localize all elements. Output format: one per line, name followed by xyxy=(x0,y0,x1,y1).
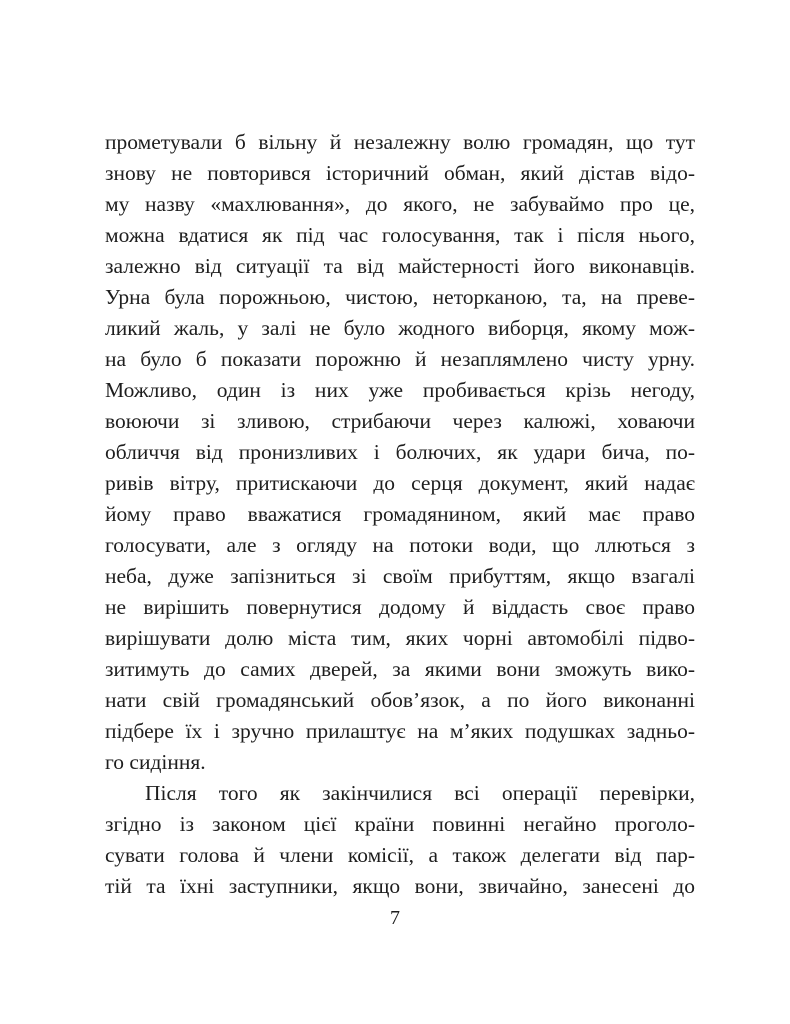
text-line: тій та їхні заступники, якщо вони, звичайно, занесені до xyxy=(105,874,695,898)
text-line: вирішувати долю міста тим, яких чорні автомобілі підво- xyxy=(105,626,695,650)
text-line: сувати голова й члени комісії, а також делегати від пар- xyxy=(105,843,695,867)
text-line: залежно від ситуації та від майстерності його виконавців. xyxy=(105,254,695,278)
text-line: голосувати, але з огляду на потоки води, що ллються з xyxy=(105,533,695,557)
text-line: знову не повторився історичний обман, який дістав відо- xyxy=(105,161,695,185)
text-line: згідно із законом цієї країни повинні негайно проголо- xyxy=(105,812,695,836)
text-line: на було б показати порожню й незаплямлено чисту урну. xyxy=(105,347,695,371)
text-line: можна вдатися як під час голосування, так і після нього, xyxy=(105,223,695,247)
text-line: Урна була порожньою, чистою, неторканою, та, на преве- xyxy=(105,285,695,309)
text-line: ликий жаль, у залі не було жодного виборця, якому мож- xyxy=(105,316,695,340)
text-line: воюючи зі зливою, стрибаючи через калюжі, ховаючи xyxy=(105,409,695,433)
text-line: підбере їх і зручно прилаштує на м’яких подушках задньо- xyxy=(105,719,695,743)
text-line: му назву «махлювання», до якого, не забуваймо про це, xyxy=(105,192,695,216)
text-line: не вирішить повернутися додому й віддасть своє право xyxy=(105,595,695,619)
text-line: го сидіння. xyxy=(105,750,206,774)
text-line: ривів вітру, притискаючи до серця документ, який надає xyxy=(105,471,695,495)
text-line: прометували б вільну й незалежну волю громадян, що тут xyxy=(105,130,695,154)
body-text xyxy=(105,127,695,902)
text-line: зитимуть до самих дверей, за якими вони зможуть вико- xyxy=(105,657,695,681)
page-number: 7 xyxy=(390,907,400,929)
text-line: йому право вважатися громадянином, який має право xyxy=(105,502,695,526)
text-line: обличчя від пронизливих і болючих, як удари бича, по- xyxy=(105,440,695,464)
text-line: неба, дуже запізниться зі своїм прибуттям, якщо взагалі xyxy=(105,564,695,588)
text-line: нати свій громадянський обов’язок, а по його виконанні xyxy=(105,688,695,712)
paragraph-1 xyxy=(105,127,695,778)
text-line: Можливо, один із них уже пробивається крізь негоду, xyxy=(105,378,695,402)
paragraph-2 xyxy=(105,778,695,902)
text-line: Після того як закінчилися всі операції перевірки, xyxy=(145,781,695,805)
